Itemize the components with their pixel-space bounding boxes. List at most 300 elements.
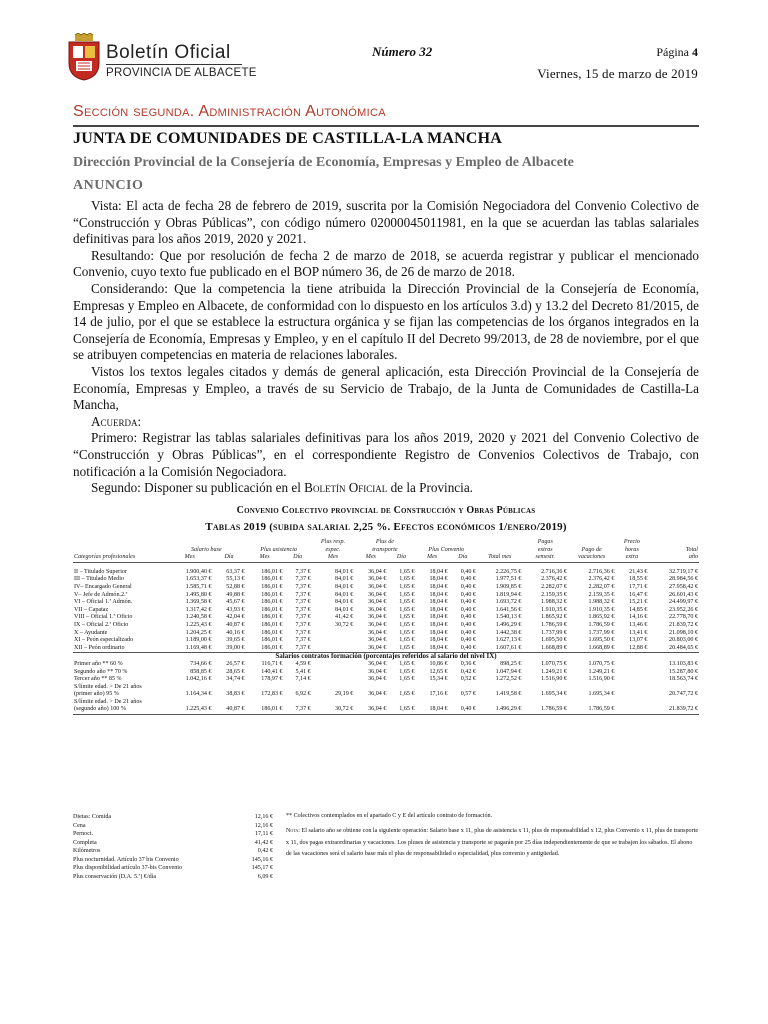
value-cell: 1.865,92 € bbox=[588, 614, 615, 621]
value-cell bbox=[522, 684, 568, 692]
allowance-label: Plus nocturnidad. Artículo 37 bis Convenio bbox=[73, 856, 179, 863]
value-cell bbox=[449, 684, 477, 692]
value-cell: 18,04 € bbox=[429, 629, 448, 636]
header-dia-2: Día bbox=[284, 554, 312, 562]
category-cell: S/límite edad. > De 21 años bbox=[74, 683, 142, 690]
value-cell: 186,01 € bbox=[261, 591, 283, 598]
category-cell: VIII – Oficial 1.ª Oficio bbox=[74, 614, 133, 621]
value-cell: 36,04 € bbox=[368, 668, 387, 675]
allowance-label: Plus disponibilidad artículo 37-bis Convenio bbox=[73, 865, 183, 871]
value-cell: 0,40 € bbox=[449, 706, 477, 714]
value-cell: 1.495,80 € bbox=[185, 591, 212, 598]
section-heading: Sección segunda. Administración Autonómica bbox=[73, 103, 386, 120]
value-cell: 1.786,59 € bbox=[522, 706, 568, 714]
allowance-value: 145,16 € bbox=[251, 856, 273, 863]
allowance-value: 0,42 € bbox=[257, 848, 273, 854]
table-header-row-1 bbox=[73, 539, 699, 547]
header-mes-2: Mes bbox=[246, 554, 284, 562]
value-cell: 0,57 € bbox=[460, 691, 476, 698]
value-cell: 41,42 € bbox=[335, 614, 354, 621]
table-row bbox=[73, 622, 699, 630]
value-cell: 2.159,35 € bbox=[588, 591, 615, 598]
allowance-row bbox=[73, 856, 273, 865]
value-cell: 13,07 € bbox=[629, 637, 648, 644]
value-cell: 1.865,92 € bbox=[541, 614, 567, 621]
category-cell: (primer año) 95 % bbox=[74, 691, 119, 698]
value-cell: 18,04 € bbox=[429, 621, 448, 628]
value-cell: 7,37 € bbox=[295, 629, 311, 636]
value-cell: 18,04 € bbox=[429, 637, 448, 644]
value-cell bbox=[213, 684, 246, 692]
allowance-label: Cena bbox=[73, 822, 86, 829]
value-cell: 7,37 € bbox=[284, 645, 312, 653]
value-cell bbox=[312, 661, 355, 669]
value-cell: 84,01 € bbox=[335, 599, 354, 606]
value-cell: 36,04 € bbox=[354, 645, 387, 653]
value-cell: 7,37 € bbox=[295, 568, 311, 575]
paragraph-acuerda: Acuerda: bbox=[91, 413, 142, 429]
note-colectivos: ** Colectivos contemplados en el apartado C y E del artículo contrato de formación. bbox=[286, 813, 493, 819]
value-cell: 38,83 € bbox=[226, 691, 245, 698]
value-cell: 2.282,07 € bbox=[541, 583, 567, 590]
value-cell: 1.693,72 € bbox=[495, 599, 522, 606]
value-cell: 27.958,42 € bbox=[669, 583, 698, 590]
section-divider bbox=[73, 125, 699, 127]
value-cell: 1.249,21 € bbox=[588, 668, 615, 675]
value-cell: 1.668,89 € bbox=[568, 645, 615, 653]
allowance-row bbox=[73, 839, 273, 848]
value-cell: 13,46 € bbox=[629, 621, 648, 628]
value-cell: 7,37 € bbox=[295, 637, 311, 644]
allowance-value: 17,11 € bbox=[254, 831, 273, 837]
value-cell: 18,04 € bbox=[429, 606, 448, 613]
value-cell: 7,37 € bbox=[295, 599, 311, 606]
value-cell: 40,87 € bbox=[226, 621, 245, 628]
header-pago-de: Pago de bbox=[581, 546, 602, 553]
value-cell: 1.047,94 € bbox=[495, 668, 522, 675]
table-header-row-3 bbox=[73, 554, 699, 562]
training-subtitle-row bbox=[73, 653, 699, 661]
value-cell: 2.716,36 € bbox=[541, 568, 567, 575]
header-mes-5: Mes bbox=[415, 554, 448, 562]
header-precio: Precio bbox=[623, 539, 640, 545]
value-cell: 12,65 € bbox=[429, 668, 448, 675]
value-cell: 36,04 € bbox=[368, 568, 387, 575]
value-cell: 1,65 € bbox=[399, 583, 415, 590]
value-cell: 20.484,65 € bbox=[648, 645, 699, 653]
value-cell: 63,37 € bbox=[226, 568, 245, 575]
note-salario-ano bbox=[286, 826, 699, 860]
value-cell bbox=[312, 669, 355, 677]
value-cell: 2.282,07 € bbox=[588, 583, 615, 590]
value-cell: 1.585,71 € bbox=[185, 583, 212, 590]
category-cell: VII – Capataz bbox=[74, 606, 109, 613]
value-cell: 1.516,90 € bbox=[541, 676, 567, 683]
header-dia-4: Día bbox=[449, 554, 477, 562]
value-cell bbox=[387, 684, 415, 692]
value-cell: 55,13 € bbox=[226, 576, 245, 583]
value-cell: 1.169,48 € bbox=[167, 645, 213, 653]
value-cell: 49,88 € bbox=[226, 591, 245, 598]
header-vacaciones: vacaciones bbox=[568, 554, 615, 562]
value-cell: 10,86 € bbox=[429, 660, 448, 667]
allowance-label: Plus conservación (D.A. 5.ª) €/día bbox=[73, 873, 157, 880]
value-cell: 1.909,85 € bbox=[495, 583, 522, 590]
value-cell bbox=[648, 684, 699, 692]
value-cell: 186,01 € bbox=[261, 606, 283, 613]
paragraph-resultando: Resultando: Que por resolución de fecha 2 de marzo de 2018, se acuerda registrar y publicar el mencionado Convenio, cuyo texto fue publicado en el BOP número 36, de 26 de marzo de 2018. bbox=[73, 247, 699, 280]
value-cell: 6,92 € bbox=[295, 691, 311, 698]
value-cell: 84,01 € bbox=[335, 568, 354, 575]
table-row bbox=[73, 607, 699, 615]
value-cell: 30,72 € bbox=[312, 706, 355, 714]
bulletin-title: Boletín Oficial bbox=[106, 42, 231, 63]
value-cell: 1.070,75 € bbox=[588, 660, 615, 667]
value-cell bbox=[284, 684, 312, 692]
value-cell: 1,65 € bbox=[399, 576, 415, 583]
value-cell: 178,97 € bbox=[261, 676, 283, 683]
value-cell: 30,72 € bbox=[335, 621, 354, 628]
value-cell bbox=[354, 684, 387, 692]
value-cell: 1.607,61 € bbox=[477, 645, 523, 653]
allowance-row bbox=[73, 847, 273, 856]
value-cell: 22.778,70 € bbox=[669, 614, 698, 621]
table-row bbox=[73, 614, 699, 622]
header-plus-de: Plus de bbox=[375, 539, 394, 545]
segundo-text-b: Boletín Oficial bbox=[304, 480, 388, 496]
header-mes-3: Mes bbox=[312, 554, 355, 562]
value-cell: 858,85 € bbox=[190, 668, 212, 675]
header-total: Total bbox=[685, 546, 698, 553]
value-cell bbox=[312, 699, 355, 707]
value-cell: 39,00 € bbox=[213, 645, 246, 653]
value-cell: 28,65 € bbox=[226, 668, 245, 675]
value-cell: 18.563,74 € bbox=[669, 676, 698, 683]
value-cell: 28.984,56 € bbox=[669, 576, 698, 583]
page-label: Página bbox=[656, 45, 689, 59]
header-dia-3: Día bbox=[387, 554, 415, 562]
value-cell: 52,88 € bbox=[226, 583, 245, 590]
value-cell: 1.653,37 € bbox=[185, 576, 212, 583]
training-row bbox=[73, 661, 699, 669]
value-cell: 1.900,40 € bbox=[185, 568, 212, 575]
value-cell: 1.496,29 € bbox=[477, 706, 523, 714]
value-cell bbox=[522, 699, 568, 707]
segundo-text-c: de la Provincia. bbox=[390, 480, 473, 496]
value-cell: 36,04 € bbox=[368, 599, 387, 606]
value-cell: 84,01 € bbox=[335, 583, 354, 590]
value-cell: 1,65 € bbox=[399, 599, 415, 606]
value-cell: 2.716,36 € bbox=[588, 568, 615, 575]
value-cell: 18,04 € bbox=[415, 645, 448, 653]
value-cell: 26,57 € bbox=[226, 660, 245, 667]
value-cell: 26.601,43 € bbox=[669, 591, 698, 598]
value-cell: 16,47 € bbox=[629, 591, 648, 598]
announcement-label: ANUNCIO bbox=[73, 178, 144, 193]
value-cell: 1,65 € bbox=[399, 614, 415, 621]
value-cell bbox=[284, 699, 312, 707]
value-cell: 18,04 € bbox=[429, 599, 448, 606]
header-horas: horas bbox=[624, 546, 639, 553]
value-cell: 32.719,17 € bbox=[669, 568, 698, 575]
organization-heading: JUNTA DE COMUNIDADES DE CASTILLA-LA MANCHA bbox=[73, 130, 503, 147]
category-cell: IX – Oficial 2.ª Oficio bbox=[74, 621, 129, 628]
value-cell: 1.070,75 € bbox=[541, 660, 567, 667]
table-row bbox=[73, 584, 699, 592]
value-cell: 1.977,51 € bbox=[495, 576, 522, 583]
paragraph-primero: Primero: Registrar las tablas salariales definitivas para los años 2019, 2020 y 2021 del Convenio Colectivo de “Construcción y Obras Públicas”, en el correspondiente Registro de Convenios Colectivos de Trabajo, con notificación a la Comisión Negociadora. bbox=[73, 430, 699, 479]
table-row bbox=[73, 599, 699, 607]
training-row bbox=[73, 669, 699, 677]
value-cell bbox=[449, 699, 477, 707]
value-cell: 1.496,29 € bbox=[495, 621, 522, 628]
value-cell: 1.737,99 € bbox=[588, 629, 615, 636]
value-cell bbox=[312, 676, 355, 684]
value-cell: 1.516,90 € bbox=[588, 676, 615, 683]
allowance-value: 145,17 € bbox=[251, 865, 273, 871]
header-espec: espec. bbox=[325, 546, 341, 553]
allowance-value: 12,16 € bbox=[254, 814, 273, 820]
value-cell: 0,40 € bbox=[460, 637, 476, 644]
value-cell: 21.098,10 € bbox=[669, 629, 698, 636]
value-cell: 140,41 € bbox=[261, 668, 283, 675]
value-cell: 7,37 € bbox=[295, 606, 311, 613]
value-cell: 1.786,59 € bbox=[568, 706, 615, 714]
value-cell: 1.042,16 € bbox=[185, 676, 212, 683]
value-cell bbox=[213, 699, 246, 707]
value-cell: 18,55 € bbox=[629, 576, 648, 583]
value-cell: 0,36 € bbox=[460, 660, 476, 667]
value-cell bbox=[415, 699, 448, 707]
category-cell: II – Titulado Superior bbox=[74, 568, 127, 575]
value-cell: 36,04 € bbox=[354, 706, 387, 714]
value-cell: 1,65 € bbox=[399, 691, 415, 698]
value-cell bbox=[167, 699, 213, 707]
allowance-label: Kilómetros bbox=[73, 848, 101, 854]
category-cell: VI – Oficial 1.ª Admón. bbox=[74, 599, 133, 606]
value-cell: 12,88 € bbox=[615, 645, 648, 653]
category-cell: Primer año ** 60 % bbox=[74, 660, 123, 667]
value-cell: 1.786,59 € bbox=[541, 621, 567, 628]
value-cell: 0,40 € bbox=[460, 599, 476, 606]
category-cell: Segundo año ** 70 % bbox=[74, 668, 128, 675]
training-row bbox=[73, 684, 699, 692]
header-transporte: transporte bbox=[372, 546, 398, 553]
value-cell: 0,40 € bbox=[460, 621, 476, 628]
value-cell bbox=[615, 684, 648, 692]
value-cell: 0,42 € bbox=[460, 668, 476, 675]
value-cell: 40,87 € bbox=[213, 706, 246, 714]
value-cell: 13,41 € bbox=[629, 629, 648, 636]
value-cell bbox=[167, 684, 213, 692]
value-cell bbox=[568, 699, 615, 707]
coat-of-arms-icon bbox=[66, 33, 102, 81]
value-cell bbox=[312, 637, 355, 645]
value-cell: 0,40 € bbox=[460, 591, 476, 598]
issue-date: Viernes, 15 de marzo de 2019 bbox=[537, 66, 698, 81]
value-cell bbox=[615, 699, 648, 707]
value-cell: 1.369,58 € bbox=[185, 599, 212, 606]
value-cell: 14,85 € bbox=[629, 606, 648, 613]
header-extras: extras bbox=[537, 546, 553, 553]
value-cell: 1.204,25 € bbox=[185, 629, 212, 636]
header-divider bbox=[106, 64, 242, 65]
category-cell: S/límite edad. > De 21 años bbox=[74, 698, 142, 705]
value-cell: 13.103,83 € bbox=[669, 660, 698, 667]
value-cell: 36,04 € bbox=[368, 660, 387, 667]
value-cell: 0,40 € bbox=[460, 614, 476, 621]
paragraph-considerando: Considerando: Que la competencia la tiene atribuida la Dirección Provincial de la Consejería de Economía, Empresas y Empleo en Albacete, de conformidad con lo dispuesto en los artículos 3.d) y 13.2 del Decreto 81/2015, de 14 de julio, por el que se establece la estructura orgánica y se fijan las competencias de los órganos integrados en la Consejería de Economía, Empresas y Empleo, y en el capítulo II del Decreto 99/2013, de 28 de noviembre, por el que se atribuyen competencias en materia de relaciones laborales. bbox=[73, 280, 699, 363]
value-cell: 1.419,58 € bbox=[495, 691, 522, 698]
header-dia-1: Día bbox=[213, 554, 246, 562]
category-cell: (segundo año) 100 % bbox=[73, 706, 167, 714]
value-cell: 15.287,80 € bbox=[669, 668, 698, 675]
value-cell: 45,67 € bbox=[226, 599, 245, 606]
value-cell bbox=[615, 706, 648, 714]
value-cell bbox=[246, 699, 284, 707]
value-cell: 1.272,52 € bbox=[495, 676, 522, 683]
header-plus-resp: Plus resp. bbox=[320, 539, 346, 545]
value-cell: 1,65 € bbox=[387, 706, 415, 714]
value-cell: 2.159,35 € bbox=[541, 591, 567, 598]
allowance-label: Pernoct. bbox=[73, 831, 94, 837]
value-cell: 0,40 € bbox=[460, 606, 476, 613]
value-cell: 36,04 € bbox=[368, 583, 387, 590]
department-heading: Dirección Provincial de la Consejería de Economía, Empresas y Empleo de Albacete bbox=[73, 155, 574, 170]
value-cell: 39,65 € bbox=[226, 637, 245, 644]
allowances-list bbox=[73, 813, 273, 881]
header-mes-1: Mes bbox=[167, 554, 213, 562]
value-cell: 1.225,43 € bbox=[167, 706, 213, 714]
value-cell: 18,04 € bbox=[429, 591, 448, 598]
value-cell: 1.988,32 € bbox=[588, 599, 615, 606]
value-cell: 1.240,58 € bbox=[185, 614, 212, 621]
header-salario-base: Salario base bbox=[190, 546, 222, 553]
training-subtitle: Salarios contratos formación (porcentajes referidos al salario del nivel IX) bbox=[275, 652, 497, 661]
value-cell bbox=[477, 699, 523, 707]
value-cell: 2.376,42 € bbox=[588, 576, 615, 583]
value-cell: 36,04 € bbox=[368, 629, 387, 636]
value-cell: 1.627,13 € bbox=[495, 637, 522, 644]
allowance-row bbox=[73, 830, 273, 839]
value-cell: 43,93 € bbox=[226, 606, 245, 613]
value-cell: 1.695,50 € bbox=[588, 637, 615, 644]
header-ano: año bbox=[648, 554, 699, 562]
header-semestr: semestr. bbox=[522, 554, 568, 562]
value-cell: 36,04 € bbox=[368, 621, 387, 628]
value-cell: 17,71 € bbox=[629, 583, 648, 590]
value-cell: 1.695,50 € bbox=[541, 637, 567, 644]
value-cell: 29,19 € bbox=[335, 691, 354, 698]
value-cell: 5,41 € bbox=[295, 668, 311, 675]
value-cell: 36,04 € bbox=[368, 606, 387, 613]
value-cell: 7,37 € bbox=[295, 576, 311, 583]
value-cell: 1.737,99 € bbox=[541, 629, 567, 636]
value-cell bbox=[246, 684, 284, 692]
value-cell: 7,37 € bbox=[295, 591, 311, 598]
value-cell: 7,14 € bbox=[295, 676, 311, 683]
value-cell: 15,21 € bbox=[629, 599, 648, 606]
training-row bbox=[73, 706, 699, 714]
allowance-row bbox=[73, 873, 273, 882]
salary-table bbox=[73, 539, 699, 715]
value-cell: 172,83 € bbox=[261, 691, 283, 698]
value-cell: 186,01 € bbox=[261, 599, 283, 606]
value-cell: 4,59 € bbox=[295, 660, 311, 667]
value-cell: 1,65 € bbox=[399, 621, 415, 628]
training-row bbox=[73, 676, 699, 684]
value-cell: 186,01 € bbox=[261, 576, 283, 583]
value-cell bbox=[415, 684, 448, 692]
value-cell: 36,04 € bbox=[368, 591, 387, 598]
value-cell: 40,16 € bbox=[226, 629, 245, 636]
value-cell: 84,01 € bbox=[335, 606, 354, 613]
value-cell bbox=[615, 661, 648, 669]
value-cell: 36,04 € bbox=[368, 691, 387, 698]
value-cell: 1,65 € bbox=[399, 568, 415, 575]
header-pagas: Pagas bbox=[537, 539, 553, 545]
value-cell bbox=[387, 699, 415, 707]
value-cell: 1.786,59 € bbox=[588, 621, 615, 628]
value-cell: 36,04 € bbox=[368, 676, 387, 683]
category-cell: XII – Peón ordinario bbox=[73, 645, 167, 653]
value-cell bbox=[568, 684, 615, 692]
value-cell bbox=[648, 699, 699, 707]
allowance-row bbox=[73, 822, 273, 831]
training-row bbox=[73, 691, 699, 699]
value-cell bbox=[615, 676, 648, 684]
table-subtitle: Tablas 2019 (subida salarial 2,25 %. Efectos económicos 1/enero/2019) bbox=[205, 521, 567, 533]
value-cell: 18,04 € bbox=[429, 576, 448, 583]
value-cell: 17,16 € bbox=[429, 691, 448, 698]
value-cell: 21.839,72 € bbox=[669, 621, 698, 628]
value-cell: 1.225,43 € bbox=[185, 621, 212, 628]
value-cell: 7,37 € bbox=[295, 621, 311, 628]
value-cell: 0,40 € bbox=[460, 576, 476, 583]
value-cell: 1.695,34 € bbox=[541, 691, 567, 698]
value-cell: 186,01 € bbox=[261, 614, 283, 621]
allowance-value: 41,42 € bbox=[254, 839, 273, 846]
value-cell: 1.988,32 € bbox=[541, 599, 567, 606]
value-cell: 186,01 € bbox=[261, 637, 283, 644]
value-cell: 21.839,72 € bbox=[648, 706, 699, 714]
value-cell: 0,52 € bbox=[460, 676, 476, 683]
table-header-row-2 bbox=[73, 547, 699, 555]
value-cell: 23.952,26 € bbox=[669, 606, 698, 613]
allowance-row bbox=[73, 813, 273, 822]
category-cell: V– Jefe de Admón.2.ª bbox=[74, 591, 128, 598]
value-cell bbox=[477, 684, 523, 692]
value-cell: 1.442,38 € bbox=[495, 629, 522, 636]
allowance-row bbox=[73, 864, 273, 873]
value-cell: 20.803,00 € bbox=[669, 637, 698, 644]
value-cell: 1.910,35 € bbox=[588, 606, 615, 613]
value-cell: 1,65 € bbox=[399, 591, 415, 598]
table-row bbox=[73, 637, 699, 645]
value-cell: 186,01 € bbox=[261, 621, 283, 628]
table-row bbox=[73, 592, 699, 600]
value-cell: 42,04 € bbox=[226, 614, 245, 621]
value-cell: 1,65 € bbox=[399, 637, 415, 644]
value-cell: 36,04 € bbox=[368, 576, 387, 583]
value-cell bbox=[312, 684, 355, 692]
issue-number: Número 32 bbox=[372, 44, 433, 59]
value-cell: 1,65 € bbox=[399, 668, 415, 675]
value-cell: 15,34 € bbox=[429, 676, 448, 683]
paragraph-vista: Vista: El acta de fecha 28 de febrero de 2019, suscrita por la Comisión Negociadora del Convenio Colectivo de “Construcción y Obras Públicas”, con código número 02000045011981, en la que se acuerdan las tablas salariales definitivas para los años 2019, 2020 y 2021. bbox=[73, 198, 699, 247]
table-row bbox=[73, 630, 699, 638]
value-cell: 186,01 € bbox=[261, 568, 283, 575]
